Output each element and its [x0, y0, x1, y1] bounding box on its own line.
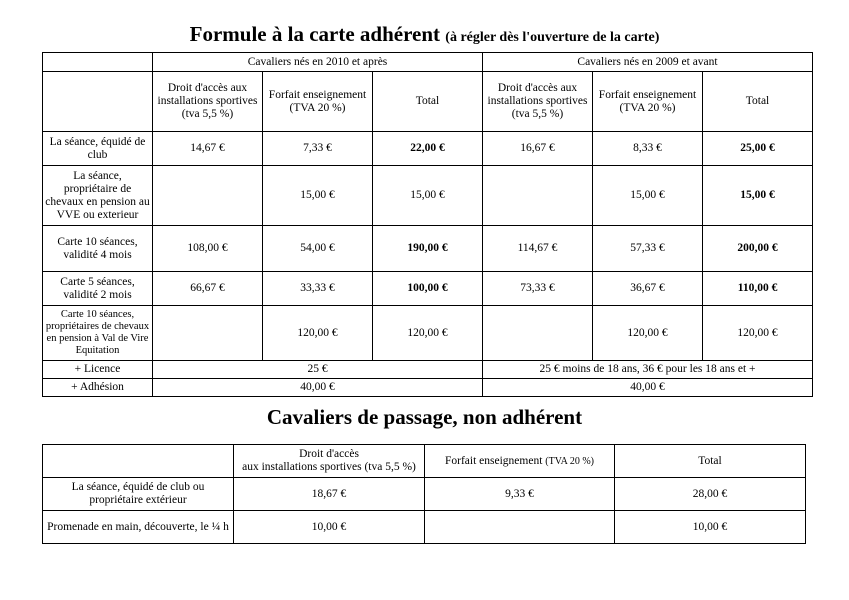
- cell-total: 120,00 €: [703, 306, 813, 361]
- column-header-total: Total: [615, 445, 806, 478]
- cell-total: 22,00 €: [373, 132, 483, 166]
- empty-cell: [43, 53, 153, 72]
- cell-value: [153, 166, 263, 226]
- title-main: Formule à la carte adhérent: [189, 22, 441, 46]
- cell-total: 15,00 €: [373, 166, 483, 226]
- group-header-2010: Cavaliers nés en 2010 et après: [153, 53, 483, 72]
- adhesion-2010: 40,00 €: [153, 379, 483, 397]
- row-label-licence: + Licence: [43, 361, 153, 379]
- cell-value: 57,33 €: [593, 226, 703, 272]
- column-header-droit-line1: Droit d'accès: [299, 448, 359, 460]
- table-row: [43, 272, 813, 306]
- cell-value: 114,67 €: [483, 226, 593, 272]
- table-row: [43, 72, 813, 132]
- cell-total: 25,00 €: [703, 132, 813, 166]
- table-row: [43, 379, 813, 397]
- cell-total: 190,00 €: [373, 226, 483, 272]
- row-label: Carte 10 séances, propriétaires de chevaux en pension à Val de Vire Equitation: [43, 306, 153, 361]
- adherent-price-table: [42, 52, 813, 397]
- table-row: [43, 445, 806, 478]
- cell-value: 15,00 €: [263, 166, 373, 226]
- page-title: [0, 22, 849, 50]
- title-note: (à régler dès l'ouverture de la carte): [445, 30, 660, 45]
- cell-total: 15,00 €: [703, 166, 813, 226]
- column-header-forfait: Forfait enseignement (TVA 20 %): [593, 72, 703, 132]
- table-row: [43, 132, 813, 166]
- table-row: [43, 306, 813, 361]
- column-header-forfait-text: Forfait enseignement: [445, 454, 543, 467]
- cell-value: 15,00 €: [593, 166, 703, 226]
- table-row: [43, 361, 813, 379]
- row-label: La séance, propriétaire de chevaux en pension au VVE ou exterieur: [43, 166, 153, 226]
- cell-value: 36,67 €: [593, 272, 703, 306]
- column-header-droit: [234, 445, 425, 478]
- cell-total: 120,00 €: [373, 306, 483, 361]
- table-row: [43, 166, 813, 226]
- cell-value: [483, 306, 593, 361]
- cell-total: 100,00 €: [373, 272, 483, 306]
- cell-value: 8,33 €: [593, 132, 703, 166]
- column-header-total: Total: [703, 72, 813, 132]
- cell-value: 7,33 €: [263, 132, 373, 166]
- row-label: Carte 5 séances, validité 2 mois: [43, 272, 153, 306]
- cell-total: 200,00 €: [703, 226, 813, 272]
- cell-value: 108,00 €: [153, 226, 263, 272]
- cell-value: 33,33 €: [263, 272, 373, 306]
- row-label: Promenade en main, découverte, le ¼ h: [43, 511, 234, 544]
- adhesion-2009: 40,00 €: [483, 379, 813, 397]
- empty-cell: [43, 72, 153, 132]
- cell-value: 18,67 €: [234, 478, 425, 511]
- column-header-forfait: [425, 445, 615, 478]
- cell-value: 10,00 €: [234, 511, 425, 544]
- section-title: Cavaliers de passage, non adhérent: [266, 405, 583, 429]
- cell-value: 54,00 €: [263, 226, 373, 272]
- cell-total: 10,00 €: [615, 511, 806, 544]
- cell-value: [153, 306, 263, 361]
- table-row: [43, 53, 813, 72]
- empty-cell: [43, 445, 234, 478]
- row-label: Carte 10 séances, validité 4 mois: [43, 226, 153, 272]
- cell-value: 66,67 €: [153, 272, 263, 306]
- licence-2009: 25 € moins de 18 ans, 36 € pour les 18 ans et +: [483, 361, 813, 379]
- row-label: La séance, équidé de club ou propriétaire extérieur: [43, 478, 234, 511]
- column-header-forfait-tva: (TVA 20 %): [545, 455, 594, 467]
- cell-value: [425, 511, 615, 544]
- column-header-total: Total: [373, 72, 483, 132]
- cell-total: 110,00 €: [703, 272, 813, 306]
- table-row: [43, 511, 806, 544]
- column-header-droit: Droit d'accès aux installations sportives (tva 5,5 %): [153, 72, 263, 132]
- row-label-adhesion: + Adhésion: [43, 379, 153, 397]
- cell-value: 9,33 €: [425, 478, 615, 511]
- cell-value: 120,00 €: [263, 306, 373, 361]
- licence-2010: 25 €: [153, 361, 483, 379]
- row-label: La séance, équidé de club: [43, 132, 153, 166]
- cell-value: [483, 166, 593, 226]
- column-header-droit: Droit d'accès aux installations sportives (tva 5,5 %): [483, 72, 593, 132]
- cell-value: 73,33 €: [483, 272, 593, 306]
- group-header-2009: Cavaliers nés en 2009 et avant: [483, 53, 813, 72]
- column-header-droit-line2: aux installations sportives (tva 5,5 %): [242, 461, 416, 473]
- cell-value: 120,00 €: [593, 306, 703, 361]
- cell-value: 16,67 €: [483, 132, 593, 166]
- cell-total: 28,00 €: [615, 478, 806, 511]
- column-header-forfait: Forfait enseignement (TVA 20 %): [263, 72, 373, 132]
- cell-value: 14,67 €: [153, 132, 263, 166]
- non-adherent-price-table: [42, 444, 806, 544]
- table-row: [43, 226, 813, 272]
- table-row: [43, 478, 806, 511]
